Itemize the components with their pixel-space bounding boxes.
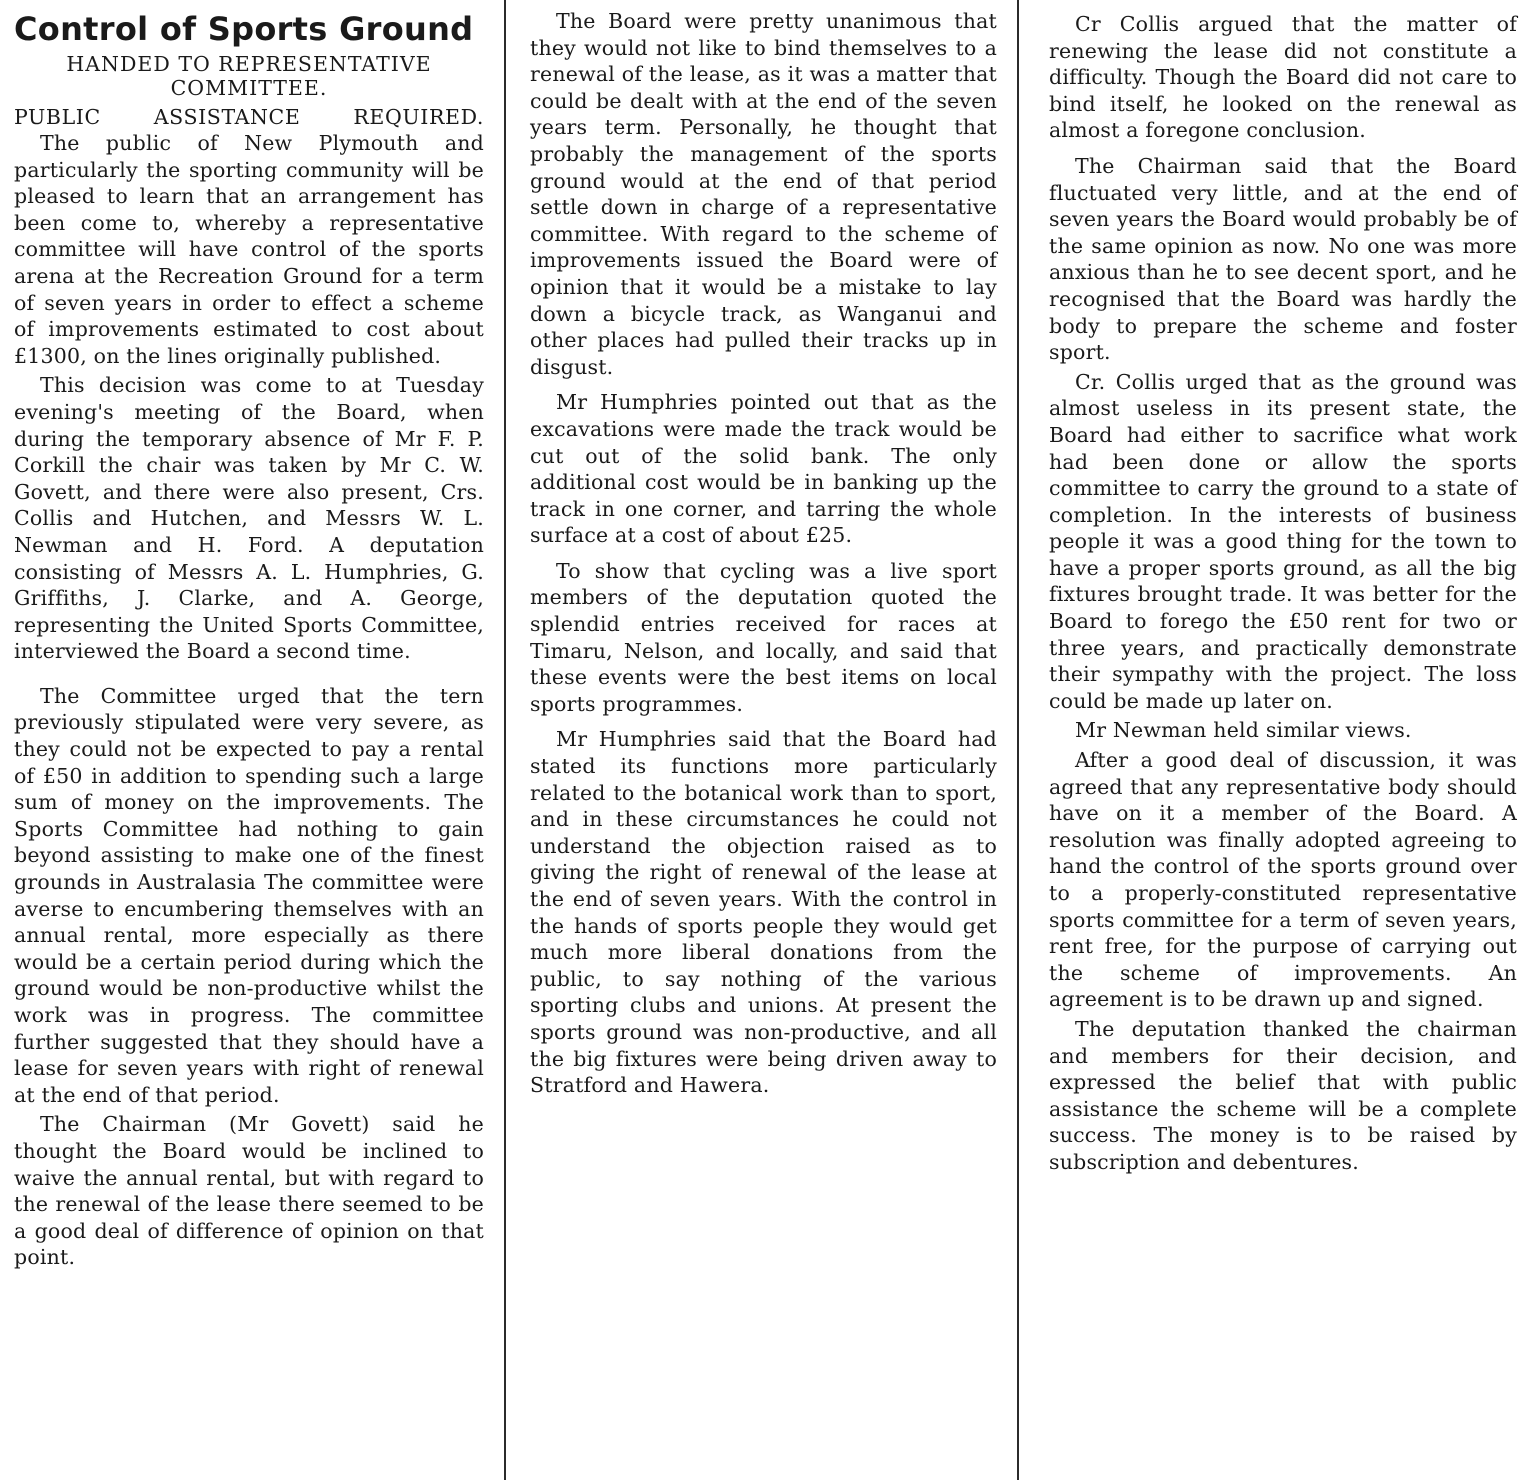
article-headline: Control of Sports Ground xyxy=(14,10,474,48)
paragraph: The Board were pretty unanimous that they would not like to bind themselves to a renewal of the lease, as it was a matter that could be dealt with at the end of the seven years term. Personally, he thought that probably the management of the sports ground would at the end of that period settle down in charge of a representative committee. With regard to the scheme of improvements issued the Board were of opinion that it would be a mistake to lay down a bicycle track, as Wanganui and other places had pulled their tracks up in disgust. xyxy=(530,9,997,379)
paragraph: The Committee urged that the tern previously stipulated were very severe, as they could not be expected to pay a rental of £50 in addition to spending such a large sum of money on the improvements. The Sports Committee had nothing to gain beyond assisting to make one of the finest grounds in Australasia The committee were averse to encumbering themselves with an annual rental, more especially as there would be a certain period during which the ground would be non-productive whilst the work was in progress. The committee further suggested that they should have a lease for seven years with right of renewal at the end of that period. xyxy=(14,683,484,1107)
article-column-2 xyxy=(530,8,997,1102)
article-column-3 xyxy=(1049,11,1517,1179)
article-subhead-2: PUBLIC ASSISTANCE REQUIRED. xyxy=(14,105,484,129)
paragraph: To show that cycling was a live sport members of the deputation quoted the splendid entries received for races at Timaru, Nelson, and locally, and said that these events were the best items on local sports programmes. xyxy=(530,558,997,716)
paragraph: Mr Humphries pointed out that as the excavations were made the track would be cut out of the solid bank. The only additional cost would be in banking up the track in one corner, and tarring the whole surface at a cost of about £25. xyxy=(530,390,997,548)
column-rule-left xyxy=(504,0,506,1480)
paragraph: This decision was come to at Tuesday evening's meeting of the Board, when during the temporary absence of Mr F. P. Corkill the chair was taken by Mr C. W. Govett, and there were also present, Crs. Collis and Hutchen, and Messrs W. L. Newman and H. Ford. A deputation consisting of Messrs A. L. Humphries, G. Griffiths, J. Clarke, and A. George, representing the United Sports Committee, interviewed the Board a second time. xyxy=(14,373,484,664)
article-subhead-1: HANDED TO REPRESENTATIVE COMMITTEE. xyxy=(66,52,432,100)
column-rule-right xyxy=(1017,0,1019,1480)
paragraph: Mr Newman held similar views. xyxy=(1075,718,1412,743)
paragraph: Mr Humphries said that the Board had stated its functions more particularly related to the botanical work than to sport, and in these circumstances he could not understand the objection raised as to giving the right of renewal of the lease at the end of seven years. With the control in the hands of sports people they would get much more liberal donations from the public, to say nothing of the various sporting clubs and unions. At present the sports ground was non-productive, and all the big fixtures were being driven away to Stratford and Hawera. xyxy=(530,727,997,1098)
paragraph: The deputation thanked the chairman and members for their decision, and expressed the belief that with public assistance the scheme will be a complete success. The money is to be raised by subscription and debentures. xyxy=(1049,1016,1517,1174)
paragraph: The public of New Plymouth and particularly the sporting community will be pleased to learn that an arrangement has been come to, whereby a representative committee will have control of the sports arena at the Recreation Ground for a term of seven years in order to effect a scheme of improvements estimated to cost about £1300, on the lines originally published. xyxy=(14,131,484,368)
paragraph: After a good deal of discussion, it was agreed that any representative body should have on it a member of the Board. A resolution was finally adopted agreeing to hand the control of the sports ground over to a properly-constituted representative sports committee for a term of seven years, rent free, for the purpose of carrying out the scheme of improvements. An agreement is to be drawn up and signed. xyxy=(1049,748,1517,1012)
article-column-1 xyxy=(14,10,484,1274)
paragraph: The Chairman (Mr Govett) said he thought the Board would be inclined to waive the annual rental, but with regard to the renewal of the lease there seemed to be a good deal of difference of opinion on that point. xyxy=(14,1112,484,1270)
paragraph: Cr. Collis urged that as the ground was almost useless in its present state, the Board had either to sacrifice what work had been done or allow the sports committee to carry the ground to a state of completion. In the interests of business people it was a good thing for the town to have a proper sports ground, as all the big fixtures brought trade. It was better for the Board to forego the £50 rent for two or three years, and practically demonstrate their sympathy with the project. The loss could be made up later on. xyxy=(1049,369,1517,713)
paragraph: Cr Collis argued that the matter of renewing the lease did not constitute a difficulty. Though the Board did not care to bind itself, he looked on the renewal as almost a foregone conclusion. xyxy=(1049,12,1517,143)
paragraph: The Chairman said that the Board fluctuated very little, and at the end of seven years the Board would probably be of the same opinion as now. No one was more anxious than he to see decent sport, and he recognised that the Board was hardly the body to prepare the scheme and foster sport. xyxy=(1049,153,1517,365)
